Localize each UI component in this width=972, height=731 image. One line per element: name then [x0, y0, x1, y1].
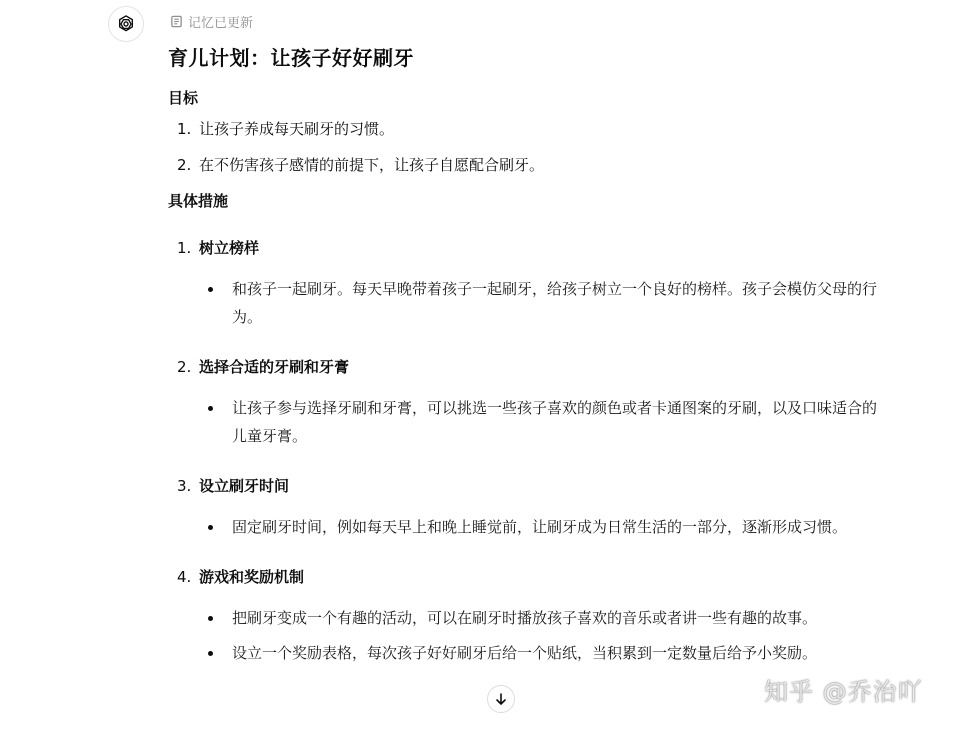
measure-section	[168, 475, 888, 541]
bullet-list	[168, 275, 888, 331]
list-number: 1.	[177, 239, 192, 257]
goal-heading: 目标	[168, 89, 199, 107]
list-item	[168, 394, 882, 450]
bullet-icon	[208, 616, 213, 621]
bullet-icon	[208, 287, 213, 292]
measure-heading	[168, 566, 888, 588]
measure-section	[168, 237, 888, 331]
measure-heading	[168, 356, 888, 378]
bullet-text: 固定刷牙时间，例如每天早上和晚上睡觉前，让刷牙成为日常生活的一部分，逐渐形成习惯。	[232, 518, 848, 536]
list-number: 2.	[177, 358, 192, 376]
list-item	[168, 154, 888, 176]
measure-title: 设立刷牙时间	[199, 477, 290, 495]
measure-section	[168, 566, 888, 667]
measure-title: 树立榜样	[199, 239, 260, 257]
bullet-icon	[208, 406, 213, 411]
list-number: 3.	[177, 477, 192, 495]
measure-section	[168, 356, 888, 450]
list-item	[168, 118, 888, 140]
goal-text: 在不伤害孩子感情的前提下，让孩子自愿配合刷牙。	[199, 156, 545, 174]
openai-logo-icon	[115, 13, 137, 35]
goal-text: 让孩子养成每天刷牙的习惯。	[199, 120, 395, 138]
goal-list	[168, 118, 888, 176]
measure-title: 选择合适的牙刷和牙膏	[199, 358, 350, 376]
measure-heading	[168, 237, 888, 259]
memory-updated-icon	[170, 15, 183, 28]
watermark: 知乎 @乔治吖	[764, 678, 923, 706]
measure-heading	[168, 475, 888, 497]
list-number: 2.	[177, 156, 192, 174]
plan-title: 育儿计划：让孩子好好刷牙	[168, 46, 414, 70]
list-item	[168, 604, 882, 632]
bullet-icon	[208, 651, 213, 656]
list-item	[168, 513, 882, 541]
bullet-icon	[208, 525, 213, 530]
assistant-avatar	[108, 6, 144, 42]
measure-title: 游戏和奖励机制	[199, 568, 305, 586]
list-number: 4.	[177, 568, 192, 586]
bullet-list	[168, 604, 888, 667]
bullet-list	[168, 394, 888, 450]
scroll-to-bottom-button[interactable]	[487, 685, 515, 713]
message-content	[168, 40, 888, 667]
bullet-list	[168, 513, 888, 541]
memory-status-label: 记忆已更新	[188, 16, 254, 31]
bullet-text: 让孩子参与选择牙刷和牙膏，可以挑选一些孩子喜欢的颜色或者卡通图案的牙刷，以及口味适合的儿童牙膏。	[232, 399, 878, 445]
list-number: 1.	[177, 120, 192, 138]
bullet-text: 把刷牙变成一个有趣的活动，可以在刷牙时播放孩子喜欢的音乐或者讲一些有趣的故事。	[232, 609, 818, 627]
list-item	[168, 639, 882, 667]
bullet-text: 设立一个奖励表格，每次孩子好好刷牙后给一个贴纸，当积累到一定数量后给予小奖励。	[232, 644, 818, 662]
bullet-text: 和孩子一起刷牙。每天早晚带着孩子一起刷牙，给孩子树立一个良好的榜样。孩子会模仿父母的行为。	[232, 280, 878, 326]
memory-status[interactable]	[170, 12, 253, 31]
list-item	[168, 275, 882, 331]
measures-heading: 具体措施	[168, 192, 229, 210]
arrow-down-icon	[494, 692, 508, 706]
